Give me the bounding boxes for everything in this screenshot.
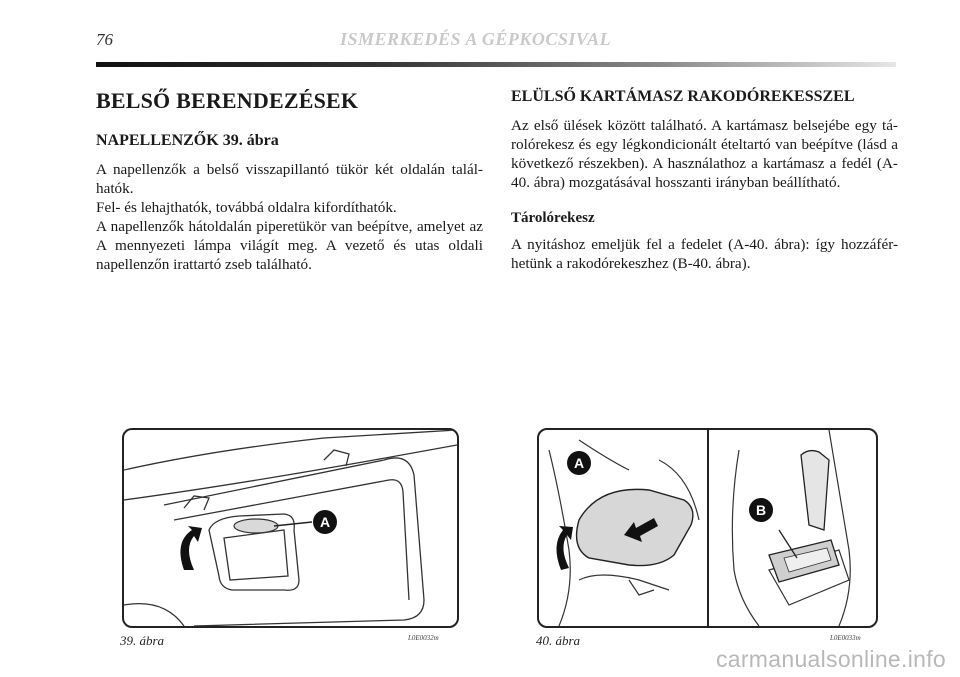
figure-40-code: L0E0033m [830,634,861,642]
page-number: 76 [96,30,113,49]
running-header: ISMERKEDÉS A GÉPKOCSIVAL [340,29,612,49]
figure-39-caption: 39. ábra [120,633,165,648]
sun-visor-illustration [124,430,457,626]
header-rule [96,62,896,67]
figure-40-caption: 40. ábra [536,633,581,648]
subsection-title-storage: Tárolórekesz [511,210,595,226]
left-column [96,88,483,274]
storage-paragraph: A nyitáshoz emeljük fel a fedelet (A-40. ábra): így hozzáfér-hetünk a rakodórekeszhez (B-40. ábra). [511,236,898,272]
armrest-paragraph: Az első ülések között található. A kartámasz belsejébe egy tá-rolórekesz és egy légkondicionált ételtartó van beépítve (lásd a következő részekben). A használathoz a kartámasz a fedél (A-40. ábra) mozgatásával hosszanti irányban beállítható. [511,117,898,191]
figure-40-label-a: A [573,455,585,471]
right-column [511,88,898,273]
armrest-illustration [539,430,876,626]
page-title: BELSŐ BERENDEZÉSEK [96,88,359,113]
sun-visor-paragraph-3: A napellenzők hátoldalán piperetükör van beépítve, amelyet az A mennyezeti lámpa világít meg. A vezető és utas oldali napellenzőn irattartó zseb található. [96,218,483,273]
figure-40-label-b: B [755,502,767,518]
watermark: carmanualsonline.info [715,646,946,672]
figure-39-code: L0E0032m [408,634,439,642]
figure-39-sun-visor [122,428,459,628]
figure-40-armrest [537,428,878,628]
section-title-armrest: ELÜLSŐ KARTÁMASZ RAKODÓREKESSZEL [511,88,855,105]
sun-visor-paragraph-2: Fel- és lehajthatók, továbbá oldalra kifordíthatók. [96,199,397,216]
sun-visor-paragraph-1: A napellenzők a belső visszapillantó tükör két oldalán talál-hatók. [96,161,483,197]
figure-39-label-a: A [319,514,331,530]
section-title-sun-visors: NAPELLENZŐK 39. ábra [96,132,279,149]
